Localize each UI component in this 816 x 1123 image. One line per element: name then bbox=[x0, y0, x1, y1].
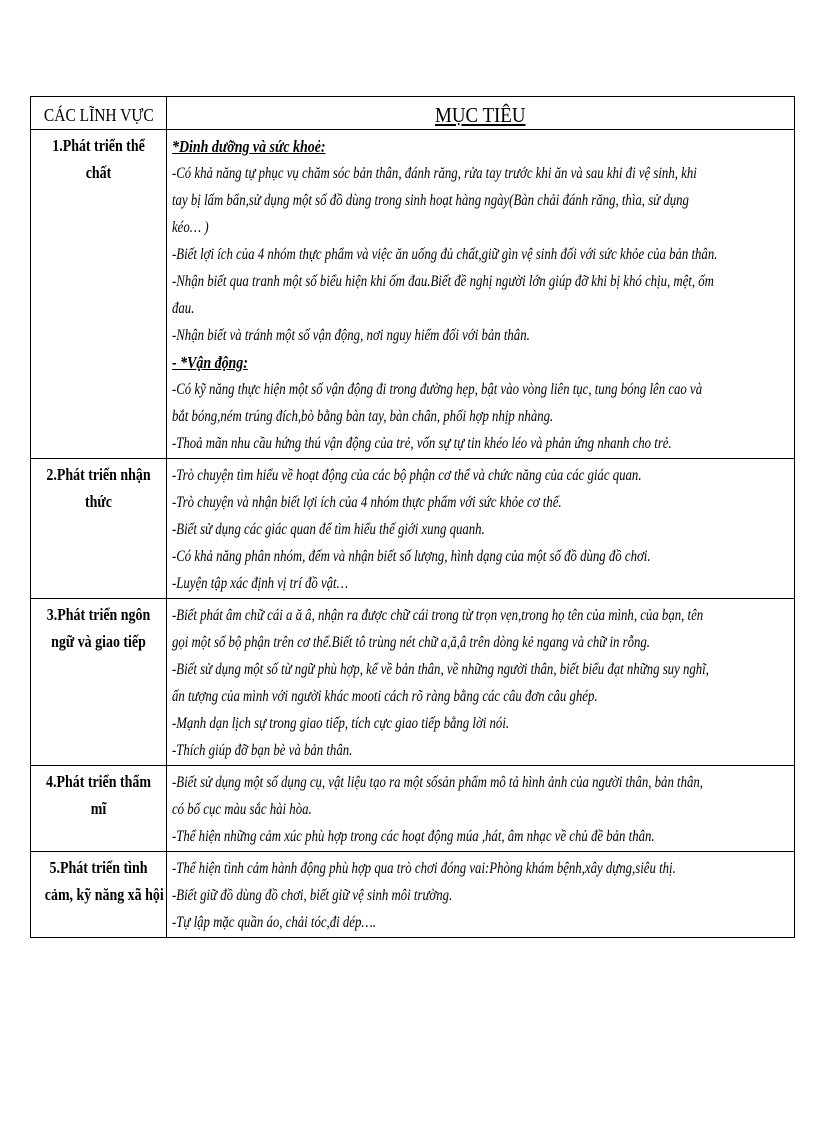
goal-line: -Nhận biết qua tranh một số biểu hiện khi ốm đau.Biết đề nghị người lớn giúp đỡ khi bị khó chịu, mệt, ốm bbox=[172, 273, 714, 290]
goal-line: -Biết sử dụng một số từ ngữ phù hợp, kể về bản thân, về những người thân, biết biểu đạt những suy nghĩ, bbox=[172, 661, 709, 678]
goal-line: -Biết sử dụng một số dụng cụ, vật liệu tạo ra một sốsản phẩm mô tả hình ảnh của người thân, bản thân, bbox=[172, 774, 703, 791]
table-row bbox=[31, 852, 795, 938]
goal-line: -Biết phát âm chữ cái a ă â, nhận ra được chữ cái trong từ trọn vẹn,trong họ tên của mình, của bạn, tên bbox=[172, 607, 704, 624]
table-row bbox=[31, 130, 795, 459]
table-row bbox=[31, 766, 795, 852]
goal-line: ấn tượng của mình với người khác mooti cách rõ ràng bằng các câu đơn câu ghép. bbox=[172, 688, 598, 705]
table-row bbox=[31, 459, 795, 599]
area-label: 5.Phát triển tình bbox=[49, 858, 148, 877]
goal-line: -Luyện tập xác định vị trí đồ vật… bbox=[172, 575, 348, 592]
area-label: 4.Phát triển thẩm bbox=[46, 772, 151, 791]
header-areas: CÁC LĨNH VỰC bbox=[43, 104, 154, 125]
goal-line: có bố cục màu sắc hài hòa. bbox=[172, 801, 312, 818]
goal-line: -Trò chuyện tìm hiểu về hoạt động của các bộ phận cơ thể và chức năng của các giác quan. bbox=[172, 467, 642, 484]
goal-line: -Biết sử dụng các giác quan để tìm hiểu thế giới xung quanh. bbox=[172, 521, 485, 538]
table-row bbox=[31, 599, 795, 766]
area-label: thức bbox=[85, 492, 112, 511]
area-label: 2.Phát triển nhận bbox=[46, 465, 151, 484]
area-label: cảm, kỹ năng xã hội bbox=[44, 885, 164, 904]
goal-cell bbox=[167, 599, 795, 766]
area-label: chất bbox=[85, 163, 112, 182]
goal-line: -Có khả năng phân nhóm, đếm và nhận biết số lượng, hình dạng của một số đồ dùng đồ chơi. bbox=[172, 548, 651, 565]
goal-line: -Biết giữ đồ dùng đồ chơi, biết giữ vệ sinh môi trường. bbox=[172, 887, 453, 904]
goal-line: tay bị lấm bẩn,sử dụng một số đồ dùng trong sinh hoạt hàng ngày(Bàn chải đánh răng, thìa, sử dụng bbox=[172, 192, 689, 209]
section-heading-text: *Dinh dưỡng và sức khoẻ: bbox=[172, 137, 326, 156]
goal-line: bắt bóng,ném trúng đích,bò bằng bàn tay, bàn chân, phối hợp nhịp nhàng. bbox=[172, 408, 554, 425]
section-heading bbox=[172, 349, 682, 376]
section-heading bbox=[172, 133, 682, 160]
goal-line: kéo… ) bbox=[172, 219, 209, 236]
goal-line: -Thể hiện những cảm xúc phù hợp trong các hoạt động múa ,hát, âm nhạc về chủ đề bản thân. bbox=[172, 828, 655, 845]
goal-cell bbox=[167, 852, 795, 938]
area-label: 1.Phát triển thể bbox=[52, 136, 145, 155]
goal-line: gọi một số bộ phận trên cơ thể.Biết tô trùng nét chữ a,ă,â trên dòng kẻ ngang và chữ in rỗng. bbox=[172, 634, 650, 651]
area-cell bbox=[31, 599, 167, 766]
goal-line: -Thể hiện tình cảm hành động phù hợp qua trò chơi đóng vai:Phòng khám bệnh,xây dựng,siêu thị. bbox=[172, 860, 676, 877]
area-label: 3.Phát triển ngôn bbox=[46, 605, 151, 624]
goal-cell bbox=[167, 459, 795, 599]
goal-line: đau. bbox=[172, 300, 195, 317]
table-header-row bbox=[31, 97, 795, 130]
area-label: ngữ và giao tiếp bbox=[51, 632, 146, 651]
area-cell bbox=[31, 130, 167, 459]
goal-line: -Thoả mãn nhu cầu hứng thú vận động của trẻ, vốn sự tự tin khéo léo và phản ứng nhanh cho trẻ. bbox=[172, 435, 672, 452]
goal-line: -Thích giúp đỡ bạn bè và bản thân. bbox=[172, 742, 353, 759]
goal-line: -Có kỹ năng thực hiện một số vận động đi trong đường hẹp, bật vào vòng liên tục, tung bóng lên cao và bbox=[172, 381, 703, 398]
area-label: mĩ bbox=[90, 799, 107, 818]
header-areas-cell bbox=[31, 97, 167, 130]
area-cell bbox=[31, 766, 167, 852]
goal-line: -Trò chuyện và nhận biết lợi ích của 4 nhóm thực phẩm với sức khỏe cơ thể. bbox=[172, 494, 562, 511]
goal-line: -Tự lập mặc quần áo, chải tóc,đi dép…. bbox=[172, 914, 376, 931]
goal-cell bbox=[167, 766, 795, 852]
goal-line: -Biết lợi ích của 4 nhóm thực phẩm và việc ăn uống đủ chất,giữ gìn vệ sinh đối với sức khỏe của bản thân. bbox=[172, 246, 718, 263]
header-goals-cell bbox=[167, 97, 795, 130]
goals-table bbox=[30, 96, 795, 938]
goal-line: -Mạnh dạn lịch sự trong giao tiếp, tích cực giao tiếp bằng lời nói. bbox=[172, 715, 510, 732]
goal-line: -Có khả năng tự phục vụ chăm sóc bản thân, đánh răng, rửa tay trước khi ăn và sau khi đi vệ sinh, khi bbox=[172, 165, 697, 182]
goal-cell bbox=[167, 130, 795, 459]
section-heading-text: - *Vận động: bbox=[172, 353, 248, 372]
area-cell bbox=[31, 459, 167, 599]
table-body bbox=[31, 130, 795, 938]
header-goals: MỤC TIÊU bbox=[435, 102, 526, 127]
area-cell bbox=[31, 852, 167, 938]
goal-line: -Nhận biết và tránh một số vận động, nơi nguy hiểm đối với bản thân. bbox=[172, 327, 530, 344]
